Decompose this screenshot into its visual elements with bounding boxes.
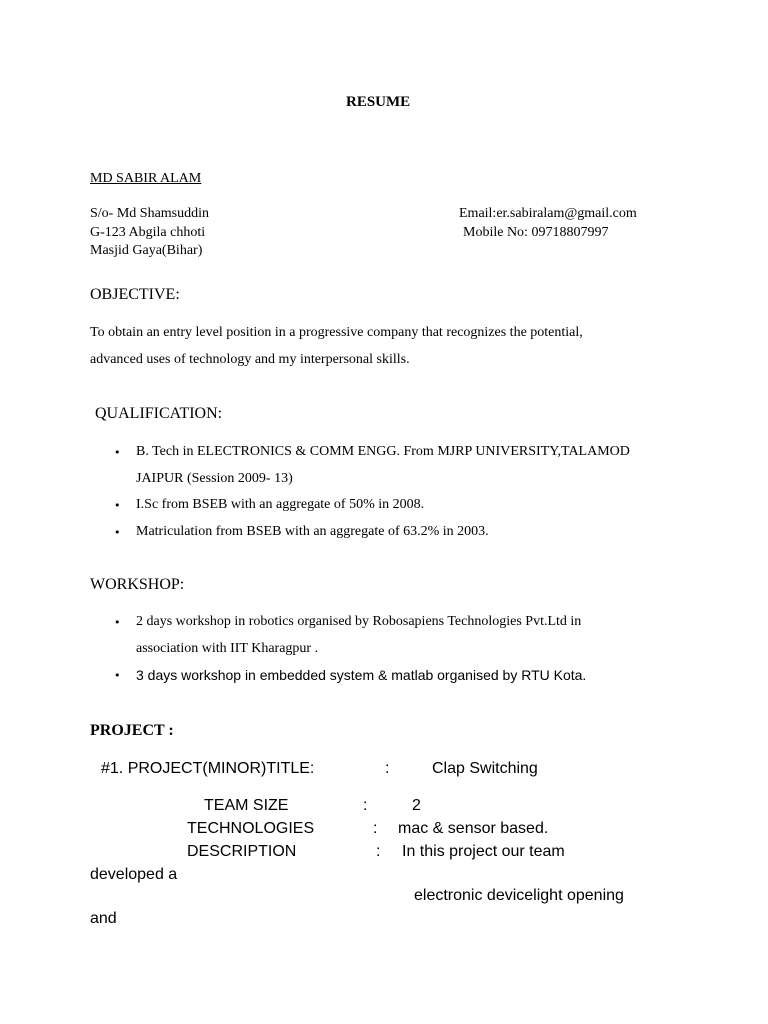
father-name: S/o- Md Shamsuddin [90, 206, 210, 221]
team-size-label: TEAM SIZE [204, 797, 289, 814]
description-line-3: electronic devicelight opening [414, 887, 624, 904]
qualification-item-1-line-2: JAIPUR (Session 2009- 13) [136, 471, 293, 486]
project-title-label: #1. PROJECT(MINOR)TITLE: [101, 760, 315, 777]
candidate-name: MD SABIR ALAM [90, 171, 202, 186]
team-size-colon: : [363, 797, 368, 814]
qualification-heading: QUALIFICATION: [95, 405, 223, 422]
technologies-label: TECHNOLOGIES [187, 820, 315, 837]
objective-heading: OBJECTIVE: [90, 286, 180, 303]
address-line-1: G-123 Abgila chhoti [90, 225, 206, 240]
team-size-value: 2 [412, 797, 421, 814]
project-title-value: Clap Switching [432, 760, 538, 777]
qualification-bullet-1: • [114, 446, 121, 459]
address-line-2: Masjid Gaya(Bihar) [90, 243, 203, 258]
workshop-heading: WORKSHOP: [90, 576, 185, 593]
description-colon: : [376, 843, 381, 860]
project-title-colon: : [385, 760, 390, 777]
workshop-bullet-2: • [114, 669, 121, 682]
objective-line-2: advanced uses of technology and my interpersonal skills. [90, 352, 410, 367]
technologies-colon: : [373, 820, 378, 837]
workshop-item-1-line-1: 2 days workshop in robotics organised by Robosapiens Technologies Pvt.Ltd in [136, 614, 582, 629]
description-line-2: developed a [90, 866, 178, 883]
qualification-bullet-2: • [114, 499, 121, 512]
workshop-item-2: 3 days workshop in embedded system & matlab organised by RTU Kota. [136, 667, 587, 683]
description-line-4: and [90, 910, 117, 927]
objective-line-1: To obtain an entry level position in a progressive company that recognizes the potential, [90, 325, 583, 340]
technologies-value: mac & sensor based. [398, 820, 549, 837]
qualification-item-3: Matriculation from BSEB with an aggregate of 63.2% in 2003. [136, 524, 489, 539]
description-label: DESCRIPTION [187, 843, 297, 860]
qualification-item-2: I.Sc from BSEB with an aggregate of 50% in 2008. [136, 497, 425, 512]
project-heading: PROJECT : [90, 722, 174, 739]
mobile-text: Mobile No: 09718807997 [463, 225, 609, 240]
qualification-bullet-3: • [114, 526, 121, 539]
workshop-bullet-1: • [114, 616, 121, 629]
document-title: RESUME [346, 94, 411, 110]
workshop-item-1-line-2: association with IIT Kharagpur . [136, 641, 319, 656]
email-text: Email:er.sabiralam@gmail.com [459, 206, 637, 221]
qualification-item-1-line-1: B. Tech in ELECTRONICS & COMM ENGG. From MJRP UNIVERSITY,TALAMOD [136, 444, 630, 459]
description-value: In this project our team [402, 843, 565, 860]
